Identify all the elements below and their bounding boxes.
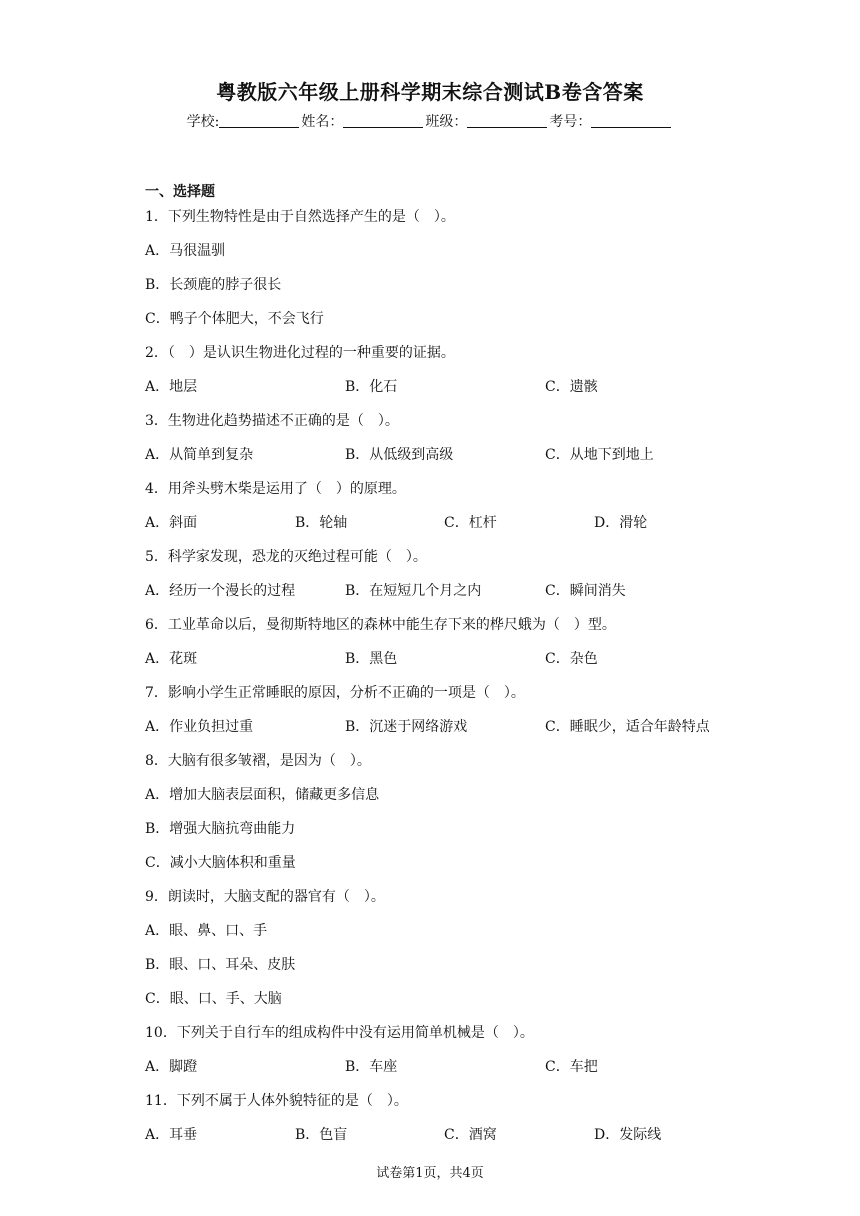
option-row <box>145 581 785 615</box>
exam-title: 粤教版六年级上册科学期末综合测试B卷含答案 <box>216 80 644 104</box>
option: A．花斑 <box>145 651 198 667</box>
school-blank <box>219 113 299 128</box>
name-label: 姓名： <box>301 114 344 130</box>
class-blank <box>467 113 547 128</box>
option-row <box>145 513 785 547</box>
class-label: 班级： <box>425 114 468 130</box>
option: B．眼、口、耳朵、皮肤 <box>145 957 296 973</box>
option-row <box>145 377 785 411</box>
option: C．鸭子个体肥大，不会飞行 <box>145 311 324 327</box>
option: A．经历一个漫长的过程 <box>145 583 296 599</box>
option: A．地层 <box>145 379 198 395</box>
option: A．从简单到复杂 <box>145 447 254 463</box>
question-stem: 4．用斧头劈木柴是运用了（ ）的原理。 <box>145 481 406 497</box>
question-stem: 3．生物进化趋势描述不正确的是（ ）。 <box>145 413 399 429</box>
option: B．色盲 <box>295 1127 348 1143</box>
section-title: 一、选择题 <box>145 184 215 200</box>
question-stem: 6．工业革命以后，曼彻斯特地区的森林中能生存下来的桦尺蛾为（ ）型。 <box>145 617 616 633</box>
question-stem: 7．影响小学生正常睡眠的原因，分析不正确的一项是（ ）。 <box>145 685 525 701</box>
option: A．斜面 <box>145 515 198 531</box>
question-list <box>145 207 785 1159</box>
option: C．睡眠少，适合年龄特点 <box>545 719 710 735</box>
option-row <box>145 1057 785 1091</box>
option: A．眼、鼻、口、手 <box>145 923 268 939</box>
option: B．轮轴 <box>295 515 348 531</box>
question-stem: 1．下列生物特性是由于自然选择产生的是（ ）。 <box>145 209 455 225</box>
option: C．杂色 <box>545 651 598 667</box>
option: B．车座 <box>345 1059 398 1075</box>
option: C．瞬间消失 <box>545 583 626 599</box>
option: C．车把 <box>545 1059 598 1075</box>
option: A．马很温驯 <box>145 243 226 259</box>
option: D．滑轮 <box>594 515 648 531</box>
option: A．耳垂 <box>145 1127 198 1143</box>
option-row <box>145 445 785 479</box>
option: C．酒窝 <box>444 1127 497 1143</box>
exam-number-blank <box>591 113 671 128</box>
option: B．沉迷于网络游戏 <box>345 719 468 735</box>
question-stem: 9．朗读时，大脑支配的器官有（ ）。 <box>145 889 385 905</box>
option-row <box>145 649 785 683</box>
option-row <box>145 717 785 751</box>
option: C．杠杆 <box>444 515 497 531</box>
option: B．在短短几个月之内 <box>345 583 482 599</box>
question-stem: 5．科学家发现，恐龙的灭绝过程可能（ ）。 <box>145 549 427 565</box>
option: B．长颈鹿的脖子很长 <box>145 277 282 293</box>
option: B．黑色 <box>345 651 398 667</box>
option: C．从地下到地上 <box>545 447 654 463</box>
option: C．眼、口、手、大脑 <box>145 991 282 1007</box>
question-stem: 10．下列关于自行车的组成构件中没有运用简单机械是（ ）。 <box>145 1025 534 1041</box>
option: A．脚蹬 <box>145 1059 198 1075</box>
option: D．发际线 <box>594 1127 662 1143</box>
question-stem: 2．（ ）是认识生物进化过程的一种重要的证据。 <box>145 345 455 361</box>
option: A．增加大脑表层面积，储藏更多信息 <box>145 787 380 803</box>
student-info-line <box>0 111 860 131</box>
question-stem: 11．下列不属于人体外貌特征的是（ ）。 <box>145 1093 408 1109</box>
option: B．从低级到高级 <box>345 447 454 463</box>
question-stem: 8．大脑有很多皱褶，是因为（ ）。 <box>145 753 371 769</box>
exam-number-label: 考号： <box>549 114 592 130</box>
school-label: 学校: <box>186 114 220 130</box>
option-row <box>145 1125 785 1159</box>
option: C．减小大脑体积和重量 <box>145 855 296 871</box>
option: B．化石 <box>345 379 398 395</box>
option: C．遗骸 <box>545 379 598 395</box>
name-blank <box>343 113 423 128</box>
page-footer: 试卷第1页，共4页 <box>376 1166 484 1181</box>
option: B．增强大脑抗弯曲能力 <box>145 821 296 837</box>
option: A．作业负担过重 <box>145 719 254 735</box>
